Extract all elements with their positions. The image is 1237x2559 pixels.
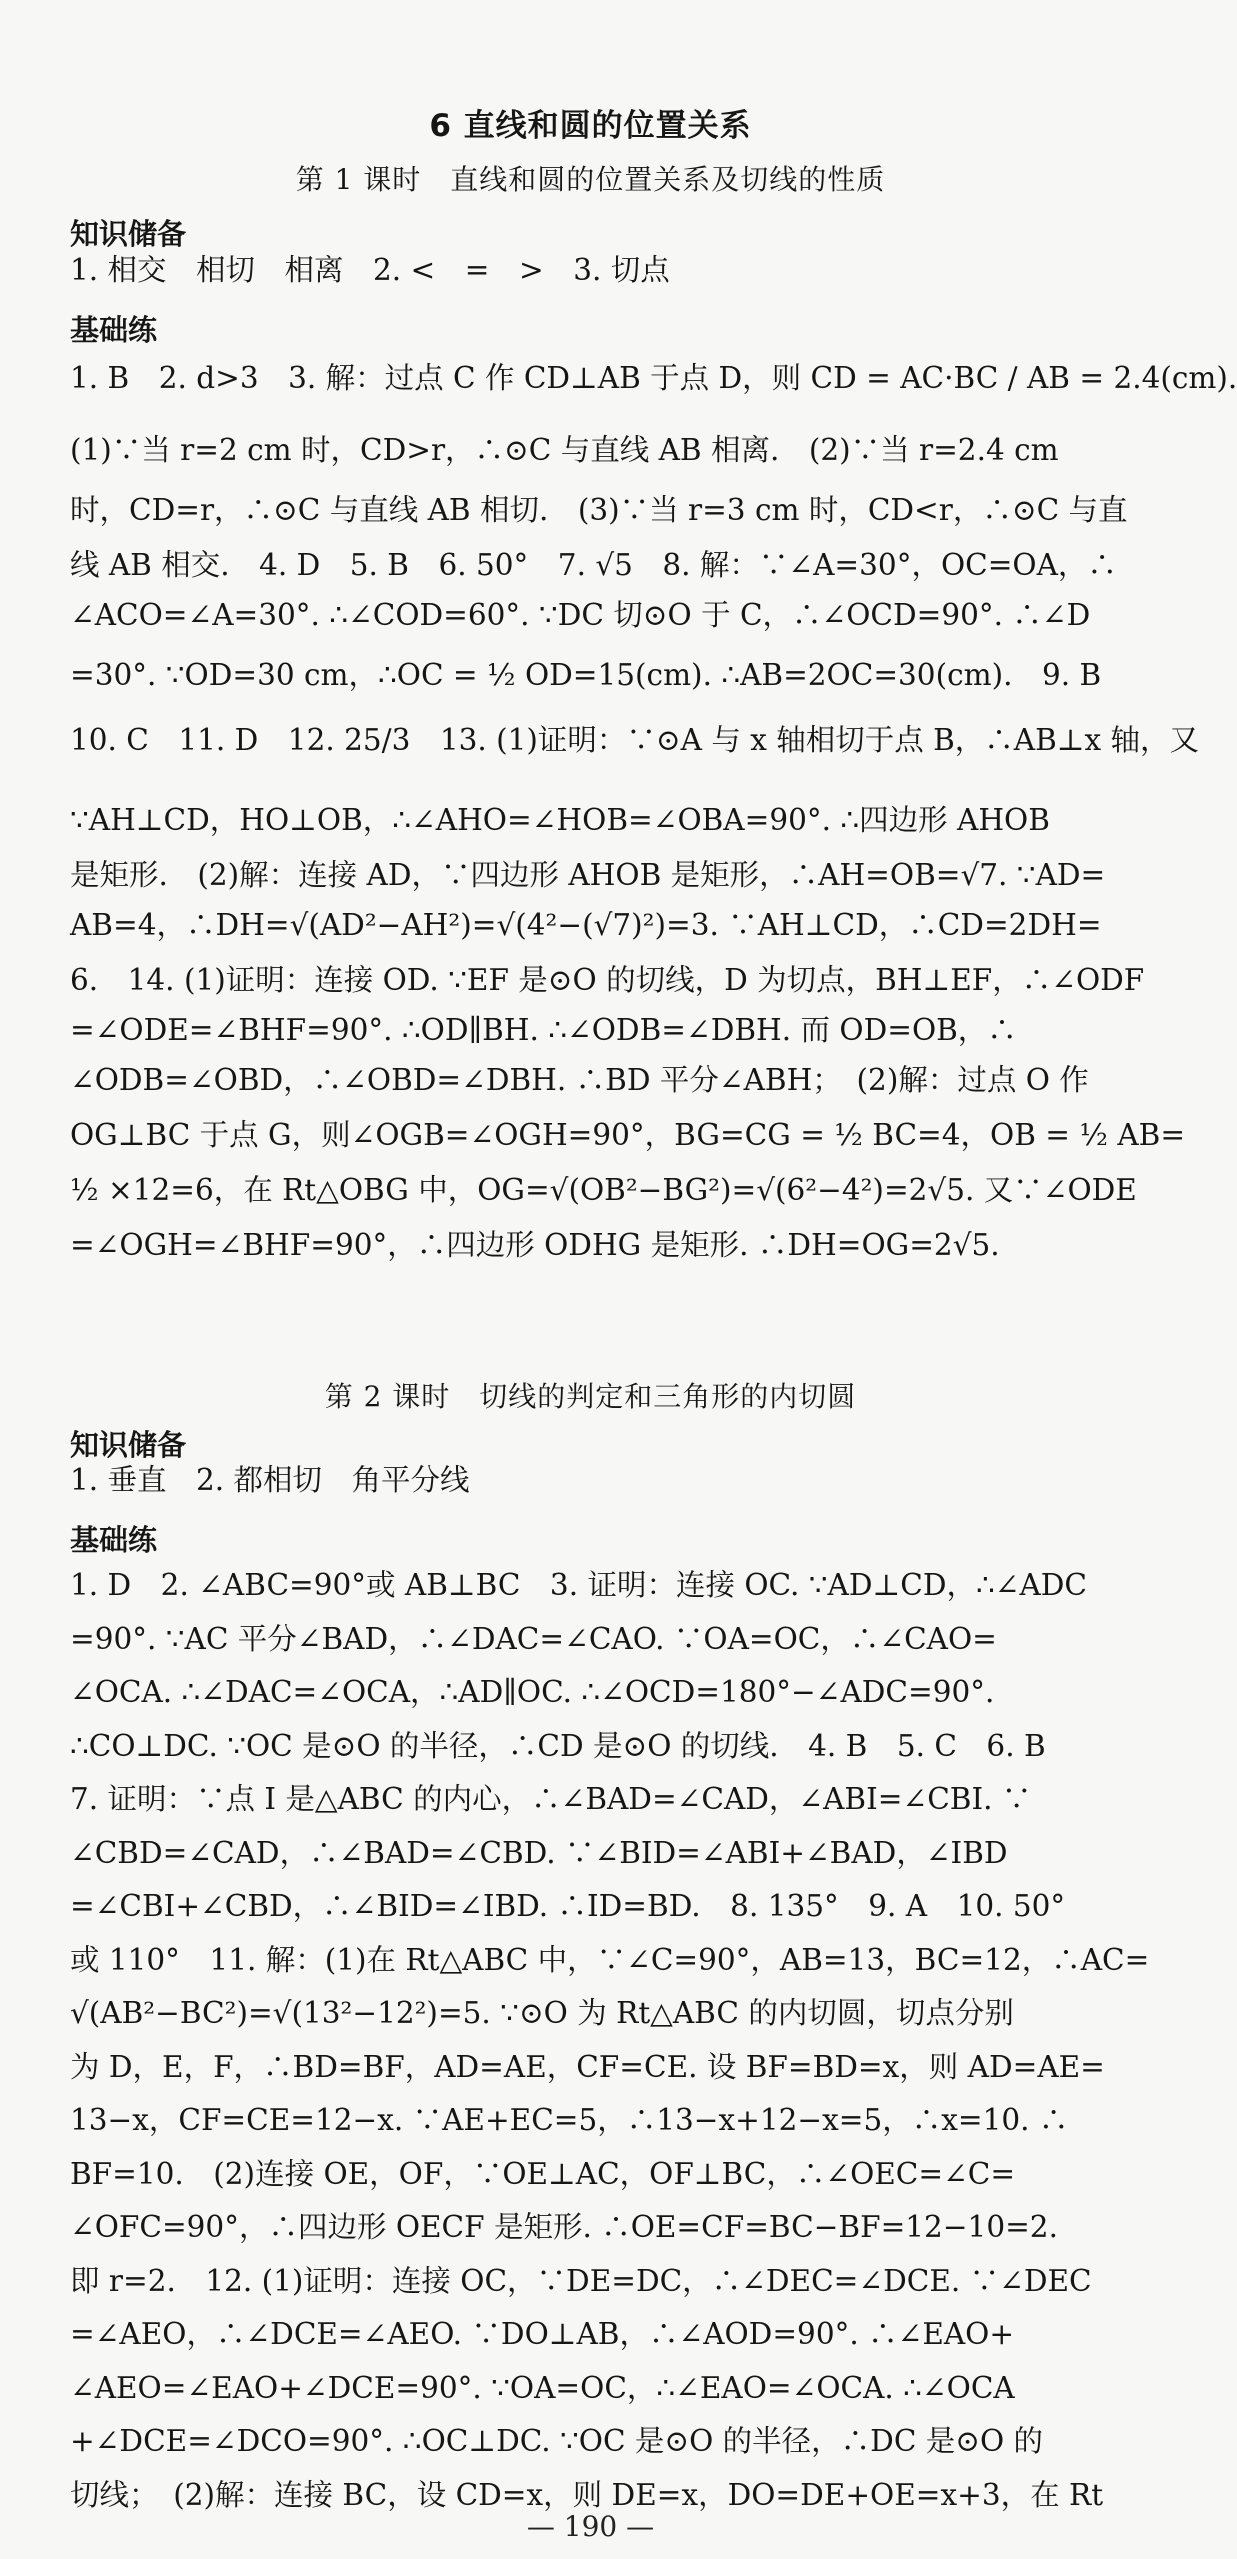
answer-line: 时，CD=r，∴⊙C 与直线 AB 相切. (3)∵当 r=3 cm 时，CD<r，∴⊙C 与直 xyxy=(70,493,1128,527)
section-basic-1: 基础练 xyxy=(70,313,158,347)
answer-line: ∴CO⊥DC. ∵OC 是⊙O 的半径，∴CD 是⊙O 的切线. 4. B 5. C 6. B xyxy=(70,1728,1046,1763)
answer-line: 7. 证明：∵点 I 是△ABC 的内心，∴∠BAD=∠CAD，∠ABI=∠CBI. ∵ xyxy=(70,1782,1032,1816)
answer-line: AB=4，∴DH=√(AD²−AH²)=√(4²−(√7)²)=3. ∵AH⊥CD，∴CD=2DH= xyxy=(70,908,1102,942)
lesson-1-heading: 第 1 课时 直线和圆的位置关系及切线的性质 xyxy=(295,163,886,196)
answer-line: 10. C 11. D 12. 25/3 13. (1)证明：∵⊙A 与 x 轴相切于点 B，∴AB⊥x 轴，又 xyxy=(70,723,1200,757)
answer-line: ∠ACO=∠A=30°. ∴∠COD=60°. ∵DC 切⊙O 于 C，∴∠OCD=90°. ∴∠D xyxy=(70,598,1091,632)
answer-line: OG⊥BC 于点 G，则∠OGB=∠OGH=90°，BG=CG = ½ BC=4，OB = ½ AB= xyxy=(70,1118,1186,1152)
section-knowledge-2: 知识储备 xyxy=(70,1428,187,1462)
answer-line: 13−x，CF=CE=12−x. ∵AE+EC=5，∴13−x+12−x=5，∴x=10. ∴ xyxy=(70,2103,1069,2137)
answer-line: 1. B 2. d>3 3. 解：过点 C 作 CD⊥AB 于点 D，则 CD = AC·BC / AB = 2.4(cm). xyxy=(70,361,1237,395)
section-knowledge-1: 知识储备 xyxy=(70,217,187,251)
answer-line: 是矩形. (2)解：连接 AD，∵四边形 AHOB 是矩形，∴AH=OB=√7. ∵AD= xyxy=(70,858,1106,892)
lesson-2-heading: 第 2 课时 切线的判定和三角形的内切圆 xyxy=(324,1380,857,1413)
answer-line: 为 D，E，F，∴BD=BF，AD=AE，CF=CE. 设 BF=BD=x，则 AD=AE= xyxy=(70,2049,1105,2084)
answer-line: ∠AEO=∠EAO+∠DCE=90°. ∵OA=OC，∴∠EAO=∠OCA. ∴∠OCA xyxy=(70,2370,1015,2405)
answer-line: 切线； (2)解：连接 BC，设 CD=x，则 DE=x，DO=DE+OE=x+3，在 Rt xyxy=(70,2477,1104,2512)
answer-line: (1)∵当 r=2 cm 时，CD>r，∴⊙C 与直线 AB 相离. (2)∵当 r=2.4 cm xyxy=(70,433,1059,467)
answer-line: ∠ODB=∠OBD，∴∠OBD=∠DBH. ∴BD 平分∠ABH； (2)解：过点 O 作 xyxy=(70,1063,1089,1097)
answer-line: ∠OCA. ∴∠DAC=∠OCA，∴AD∥OC. ∴∠OCD=180°−∠ADC=90°. xyxy=(70,1675,995,1709)
answer-line: 或 110° 11. 解：(1)在 Rt△ABC 中，∵∠C=90°，AB=13，BC=12，∴AC= xyxy=(70,1942,1150,1977)
section-basic-2: 基础练 xyxy=(70,1523,158,1557)
answer-line: =30°. ∵OD=30 cm，∴OC = ½ OD=15(cm). ∴AB=2OC=30(cm). 9. B xyxy=(70,658,1102,692)
answer-line: =∠AEO，∴∠DCE=∠AEO. ∵DO⊥AB，∴∠AOD=90°. ∴∠EAO+ xyxy=(70,2317,1015,2351)
answer-line: √(AB²−BC²)=√(13²−12²)=5. ∵⊙O 为 Rt△ABC 的内切圆，切点分别 xyxy=(70,1996,1014,2030)
page-title: 6 直线和圆的位置关系 xyxy=(429,108,752,144)
answer-line: ∠OFC=90°，∴四边形 OECF 是矩形. ∴OE=CF=BC−BF=12−10=2. xyxy=(70,2210,1058,2244)
answer-line: =90°. ∵AC 平分∠BAD，∴∠DAC=∠CAO. ∵OA=OC，∴∠CAO= xyxy=(70,1621,997,1656)
answer-line: 即 r=2. 12. (1)证明：连接 OC，∵DE=DC，∴∠DEC=∠DCE. ∵∠DEC xyxy=(70,2263,1092,2298)
answer-line: 6. 14. (1)证明：连接 OD. ∵EF 是⊙O 的切线，D 为切点，BH⊥EF，∴∠ODF xyxy=(70,963,1145,997)
answer-line: 线 AB 相交. 4. D 5. B 6. 50° 7. √5 8. 解：∵∠A=30°，OC=OA，∴ xyxy=(70,548,1117,582)
answer-line: +∠DCE=∠DCO=90°. ∴OC⊥DC. ∵OC 是⊙O 的半径，∴DC 是⊙O 的 xyxy=(70,2424,1044,2458)
answer-line: =∠CBI+∠CBD，∴∠BID=∠IBD. ∴ID=BD. 8. 135° 9. A 10. 50° xyxy=(70,1889,1066,1923)
knowledge-answers-1: 1. 相交 相切 相离 2. < = > 3. 切点 xyxy=(70,253,670,287)
page-number: — 190 — xyxy=(526,2510,655,2543)
answer-line: BF=10. (2)连接 OE，OF，∵OE⊥AC，OF⊥BC，∴∠OEC=∠C= xyxy=(70,2156,1016,2191)
answer-line: =∠OGH=∠BHF=90°，∴四边形 ODHG 是矩形. ∴DH=OG=2√5. xyxy=(70,1228,1000,1262)
answer-line: =∠ODE=∠BHF=90°. ∴OD∥BH. ∴∠ODB=∠DBH. 而 OD=OB，∴ xyxy=(70,1013,1017,1047)
knowledge-answers-2: 1. 垂直 2. 都相切 角平分线 xyxy=(70,1463,470,1497)
answer-line: ∠CBD=∠CAD，∴∠BAD=∠CBD. ∵∠BID=∠ABI+∠BAD，∠IBD xyxy=(70,1835,1008,1870)
answer-line: ∵AH⊥CD，HO⊥OB，∴∠AHO=∠HOB=∠OBA=90°. ∴四边形 AHOB xyxy=(70,803,1050,837)
answer-line: ½ ×12=6，在 Rt△OBG 中，OG=√(OB²−BG²)=√(6²−4²)=2√5. 又∵∠ODE xyxy=(70,1173,1137,1207)
answer-line: 1. D 2. ∠ABC=90°或 AB⊥BC 3. 证明：连接 OC. ∵AD⊥CD，∴∠ADC xyxy=(70,1568,1087,1602)
